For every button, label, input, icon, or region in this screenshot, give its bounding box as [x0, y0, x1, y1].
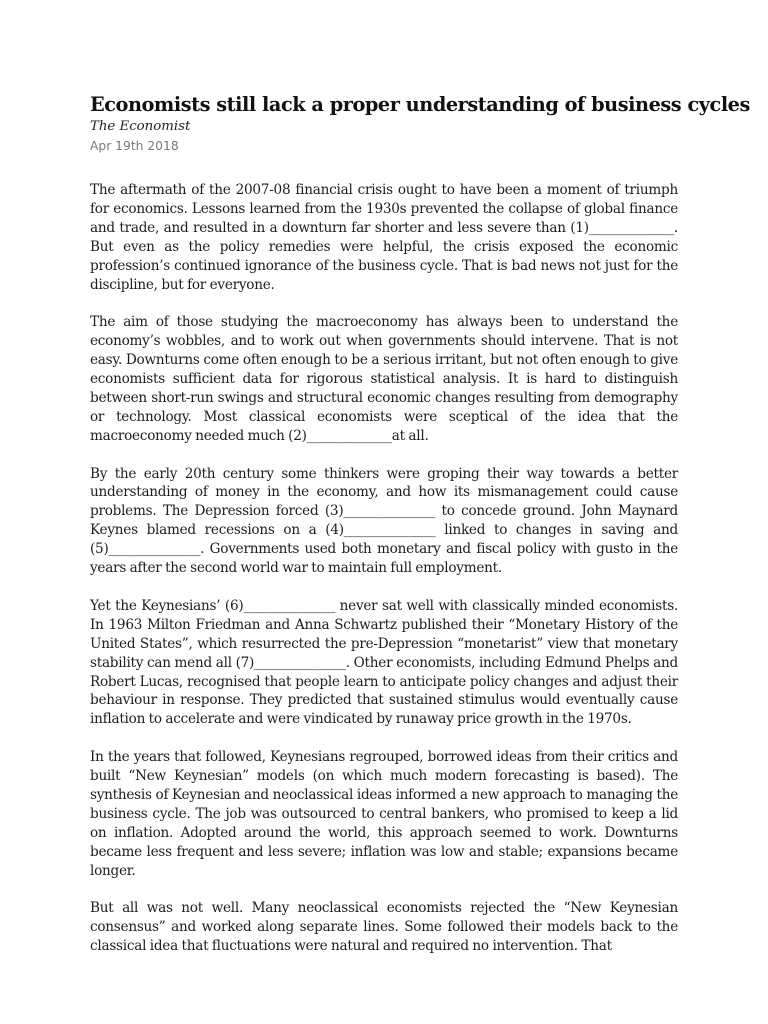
article-date: Apr 19th 2018 — [90, 139, 179, 153]
article-paragraph: The aftermath of the 2007-08 financial crisis ought to have been a moment of triumph for economics. Lessons learned from the 1930s prevented the collapse of global finance and trade, and resulted in a downturn far shorter and less severe than (1)_____________. But even as the policy remedies were helpful, the crisis exposed the economic profession’s continued ignorance of the business cycle. That is bad news not just for the discipline, but for everyone. — [90, 182, 678, 293]
article-paragraph: Yet the Keynesians’ (6)______________ never sat well with classically minded economists. In 1963 Milton Friedman and Anna Schwartz published their “Monetary History of the United States”, which resurrected the pre-Depression “monetarist” view that monetary stability can mend all (7)______________. Other economists, including Edmund Phelps and Robert Lucas, recognised that people learn to anticipate policy changes and adjust their behaviour in response. They predicted that sustained stimulus would eventually cause inflation to accelerate and were vindicated by runaway price growth in the 1970s. — [90, 597, 678, 728]
article-paragraph: By the early 20th century some thinkers were groping their way towards a better understanding of money in the economy, and how its mismanagement could cause problems. The Depression forced (3)______________ to concede ground. John Maynard Keynes blamed recessions on a (4)______________ linked to changes in saving and (5)______________. Governments used both monetary and fiscal policy with gusto in the years after the second world war to maintain full employment. — [90, 465, 678, 577]
article — [90, 92, 750, 975]
article-headline: Economists still lack a proper understanding of business cycles — [90, 93, 750, 116]
article-source: The Economist — [90, 119, 191, 134]
article-paragraph: But all was not well. Many neoclassical economists rejected the “New Keynesian consensus” and worked along separate lines. Some followed their models back to the classical idea that fluctuations were natural and required no intervention. That — [90, 900, 678, 955]
article-paragraph: In the years that followed, Keynesians regrouped, borrowed ideas from their critics and built “New Keynesian” models (on which much modern forecasting is based). The synthesis of Keynesian and neoclassical ideas informed a new approach to managing the business cycle. The job was outsourced to central bankers, who promised to keep a lid on inflation. Adopted around the world, this approach seemed to work. Downturns became less frequent and less severe; inflation was low and stable; expansions became longer. — [90, 749, 678, 879]
article-paragraph: The aim of those studying the macroeconomy has always been to understand the economy’s wobbles, and to work out when governments should intervene. That is not easy. Downturns come often enough to be a serious irritant, but not often enough to give economists sufficient data for rigorous statistical analysis. It is hard to distinguish between short-run swings and structural economic changes resulting from demography or technology. Most classical economists were sceptical of the idea that the macroeconomy needed much (2)_____________at all. — [90, 314, 678, 444]
article-body — [90, 181, 678, 956]
